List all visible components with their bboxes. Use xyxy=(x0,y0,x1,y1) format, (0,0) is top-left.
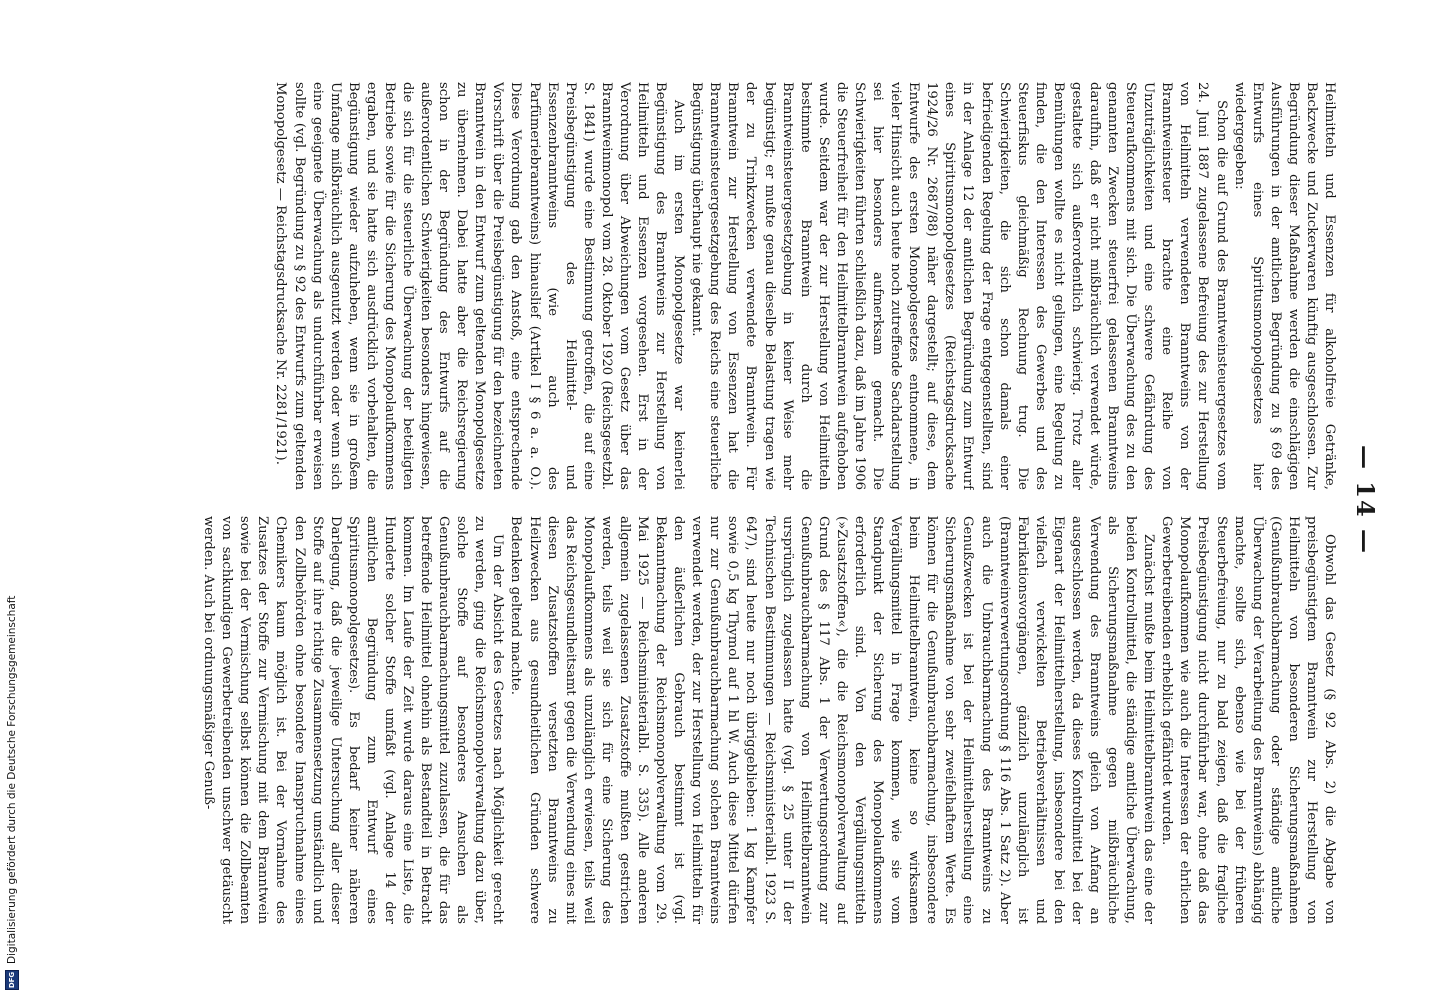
digitization-credit-sidebar xyxy=(2,0,22,1000)
right-paragraph-3: Um der Absicht des Gesetzes nach Möglichkeit gerecht zu werden, ging die Reichsmonopolverwaltung dazu über, solche Stoffe auf besonderes Ansuchen als Genußunbrauchbarmachungsmittel zuzulassen, die für das betreffende Heilmittel ohnehin als Bestandteil in Betracht kommen. Im Laufe der Zeit wurde daraus eine Liste, die Hunderte solcher Stoffe umfaßt (vgl. Anlage 14 der amtlichen Begründung zum Entwurf eines Spiritusmonopolgesetzes). Es bedarf keiner näheren Darlegung, daß die jeweilige Untersuchung aller dieser Stoffe auf ihre richtige Zusammensetzung umständlich und den Zollbehörden ohne besondere Inanspruchnahme eines Chemikers kaum möglich ist. Bei der Vornahme des Zusatzes der Stoffe zur Vermischung mit dem Branntwein sowie bei der Vermischung selbst können die Zollbeamten von sachkundigen Gewerbetreibenden unschwer getäuscht werden. Auch bei ordnungsmäßiger Genuß- xyxy=(201,516,506,924)
page-number: — 14 — xyxy=(1351,444,1380,556)
right-paragraph-1: Obwohl das Gesetz (§ 92 Abs. 2) die Abgabe von preisbegünstigtem Branntwein zur Herstellung von Heilmitteln von besonderen Sicherungsmaßnahmen (Genußunbrauchbarmachung oder ständige amtliche Überwachung der Verarbeitung des Branntweins) abhängig machte, sollte sich, ebenso wie bei der früheren Steuerbefreiung, nur zu bald zeigen, daß die fragliche Preisbegünstigung nicht durchführbar war, ohne daß das Monopolaufkommen wie auch die Interessen der ehrlichen Gewerbetreibenden erheblich gefährdet wurden. xyxy=(1159,516,1337,924)
right-column xyxy=(158,516,1338,924)
scanned-page xyxy=(142,70,1382,930)
left-paragraph-1: Heilmitteln und Essenzen für alkoholfreie Getränke, Backzwecke und Zuckerwaren künftig ausgeschlossen. Zur Begründung dieser Maßnahme werden die einschlägigen Ausführungen in der amtlichen Begründung zu § 69 des Entwurfs eines Spiritusmonopolgesetzes hier wiedergegeben: xyxy=(1231,82,1337,490)
right-paragraph-2: Zunächst mußte beim Heilmittelbranntwein das eine der beiden Kontrollmittel, die ständige amtliche Überwachung, als Sicherungsmaßnahme gegen mißbräuchliche Verwendung des Branntweins gleich von Anfang an ausgeschlossen werden, da dieses Kontrollmittel bei der Eigenart der Heilmittelherstellung, insbesondere bei den vielfach verwickelten Betriebsverhältnissen und Fabrikationsvorgängen, gänzlich unzulänglich ist (Branntweinverwertungsordnung § 116 Abs. 1 Satz 2). Aber auch die Unbrauchbarmachung des Branntweins zu Genußzwecken ist bei der Heilmittelherstellung eine Sicherungsmaßnahme von sehr zweifelhaftem Werte. Es können für die Genußunbrauchbarmachung, insbesondere beim Heilmittelbranntwein, keine so wirksamen Vergällungsmittel in Frage kommen, wie sie vom Standpunkt der Sicherung des Monopolaufkommens erforderlich sind. Von den Vergällungsmitteln (»Zusatzstoffen«), die die Reichsmonopolverwaltung auf Grund des § 117 Abs. 1 der Verwertungsordnung zur Genußunbrauchbarmachung von Heilmittelbranntwein ursprünglich zugelassen hatte (vgl. § 25 unter II der Technischen Bestimmungen — Reichsministerialbl. 1923 S. 647), sind heute nur noch übriggeblieben: 1 kg Kampfer sowie 0,5 kg Thymol auf 1 hl W. Auch diese Mittel dürfen nur zur Genußunbrauchbarmachung solchen Branntweins verwendet werden, der zur Herstellung von Heilmitteln für den äußerlichen Gebrauch bestimmt ist (vgl. Bekanntmachung der Reichsmonopolverwaltung vom 29. Mai 1925 — Reichsministerialbl. S. 335). Alle anderen allgemein zugelassenen Zusatzstoffe mußten gestrichen werden, teils weil sie sich für eine Sicherung des Monopolaufkommens als unzulänglich erwiesen, teils weil das Reichsgesundheitsamt gegen die Verwendung eines mit diesen Zusatzstoffen versetzten Branntweins zu Heilzwecken aus gesundheitlichen Gründen schwere Bedenken geltend machte. xyxy=(508,516,1157,924)
dfg-logo-icon: DFG xyxy=(5,970,19,990)
left-column xyxy=(158,82,1338,490)
digitization-credit-text: Digitalisierung gefördert durch die Deutsche Forschungsgemeinschaft xyxy=(6,595,18,964)
left-paragraph-2: Schon die auf Grund des Branntweinsteuergesetzes vom 24. Juni 1887 zugelassene Befreiung des zur Herstellung von Heilmitteln verwendeten Branntweins von der Branntweinsteuer brachte eine Reihe von Unzuträglichkeiten und eine schwere Gefährdung des Steueraufkommens mit sich. Die Überwachung des zu den genannten Zwecken steuerfrei gelassenen Branntweins daraufhin, daß er nicht mißbräuchlich verwendet würde, gestaltete sich außerordentlich schwierig. Trotz aller Bemühungen wollte es nicht gelingen, eine Regelung zu finden, die den Interessen des Gewerbes und des Steuerfiskus gleichmäßig Rechnung trug. Die Schwierigkeiten, die sich schon damals einer befriedigenden Regelung der Frage entgegenstellten, sind in der Anlage 12 der amtlichen Begründung zum Entwurf eines Spiritusmonopolgesetzes (Reichstagsdrucksache 1924/26 Nr. 2687/88) näher dargestellt; auf diese, dem Entwurfe des ersten Monopolgesetzes entnommene, in vieler Hinsicht auch heute noch zutreffende Sachdarstellung sei hier besonders aufmerksam gemacht. Die Schwierigkeiten führten schließlich dazu, daß im Jahre 1906 die Steuerfreiheit für den Heilmittelbranntwein aufgehoben wurde. Seitdem war der zur Herstellung von Heilmitteln bestimmte Branntwein durch die Branntweinsteuergesetzgebung in keiner Weise mehr begünstigt; er mußte genau dieselbe Belastung tragen wie der zu Trinkzwecken verwendete Branntwein. Für Branntwein zur Herstellung von Essenzen hat die Branntweinsteuergesetzgebung des Reichs eine steuerliche Begünstigung überhaupt nie gekannt. xyxy=(689,82,1229,490)
left-paragraph-3: Auch im ersten Monopolgesetze war keinerlei Begünstigung des Branntweins zur Herstellung von Heilmitteln und Essenzen vorgesehen. Erst in der Verordnung über Abweichungen vom Gesetz über das Branntweinmonopol vom 28. Oktober 1920 (Reichsgesetzbl. S. 1841) wurde eine Bestimmung getroffen, die auf eine Preisbegünstigung des Heilmittel- und Essenzenbranntweins (wie auch des Parfümeriebranntweins) hinauslief (Artikel I § 6 a. a. O.). Diese Verordnung gab den Anstoß, eine entsprechende Vorschrift über die Preisbegünstigung für den bezeichneten Branntwein in den Entwurf zum geltenden Monopolgesetze zu übernehmen. Dabei hatte aber die Reichsregierung schon in der Begründung des Entwurfs auf die außerordentlichen Schwierigkeiten besonders hingewiesen, die sich für die steuerliche Überwachung der beteiligten Betriebe sowie für die Sicherung des Monopolaufkommens ergaben, und sie hatte sich ausdrücklich vorbehalten, die Begünstigung wieder aufzuheben, wenn sie in großem Umfange mißbräuchlich ausgenutzt werden oder wenn sich eine geeignete Überwachung als undurchführbar erweisen sollte (vgl. Begründung zu § 92 des Entwurfs zum geltenden Monopolgesetz — Reichstagsdrucksache Nr. 2281/1921). xyxy=(273,82,687,490)
page-content xyxy=(142,70,1382,930)
